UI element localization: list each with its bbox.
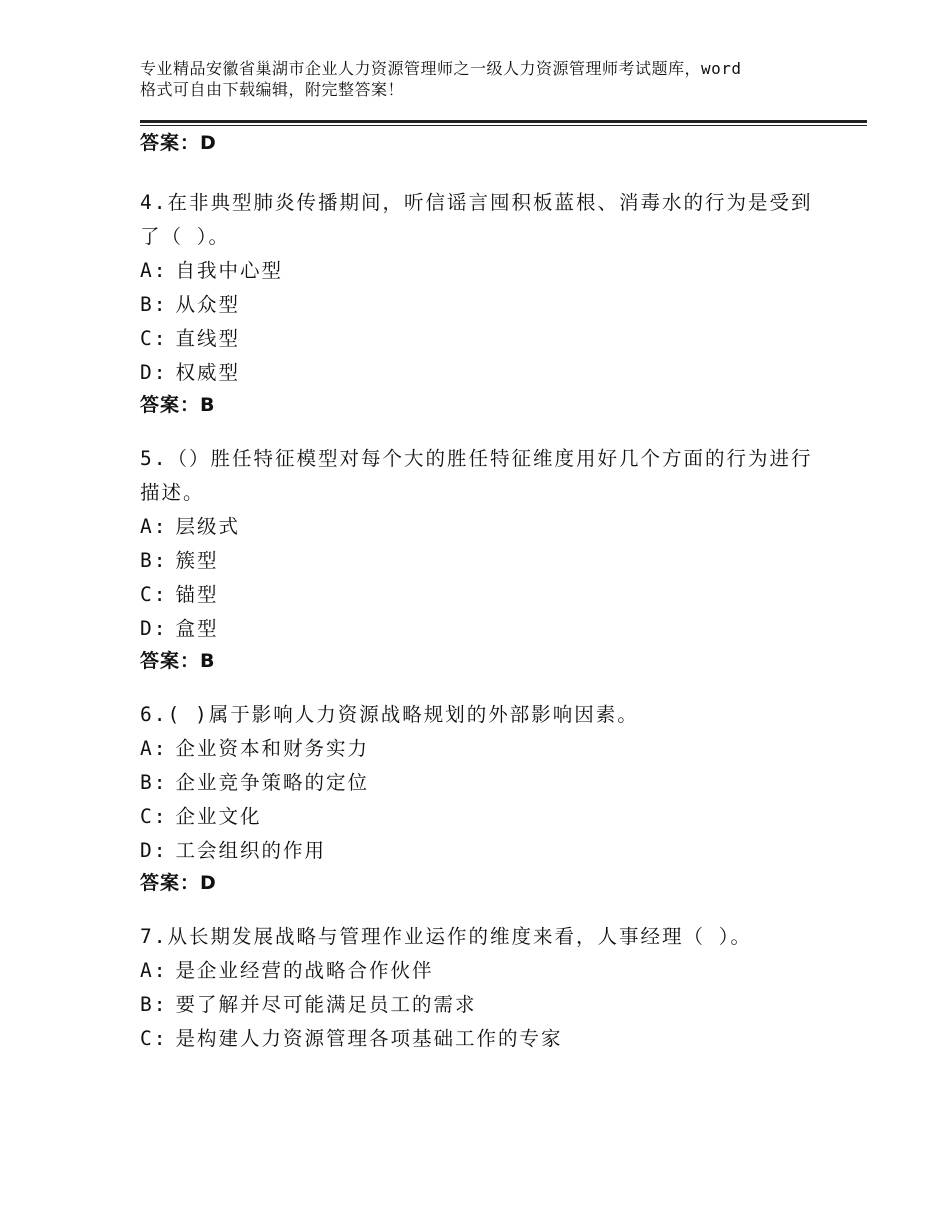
page-header — [140, 58, 840, 100]
question-4 — [140, 186, 820, 420]
option-a: A: 是企业经营的战略合作伙伴 — [140, 959, 434, 982]
option-d: D: 工会组织的作用 — [140, 839, 326, 862]
question-7 — [140, 920, 820, 1056]
question-list — [140, 128, 820, 1056]
option-d: D: 盒型 — [140, 617, 219, 640]
header-rule-thick — [140, 120, 867, 123]
header-line-1: 专业精品安徽省巢湖市企业人力资源管理师之一级人力资源管理师考试题库，word — [140, 59, 742, 78]
option-c: C: 锚型 — [140, 583, 219, 606]
option-b: B: 从众型 — [140, 293, 240, 316]
option-a: A: 自我中心型 — [140, 259, 283, 282]
option-a: A: 层级式 — [140, 515, 240, 538]
question-6 — [140, 698, 820, 898]
option-c: C: 直线型 — [140, 327, 240, 350]
option-b: B: 簇型 — [140, 549, 219, 572]
question-stem: 6.( )属于影响人力资源战略规划的外部影响因素。 — [140, 703, 639, 726]
option-c: C: 企业文化 — [140, 805, 262, 828]
option-b: B: 企业竞争策略的定位 — [140, 771, 369, 794]
answer-label: 答案：B — [140, 394, 216, 416]
question-stem: 7.从长期发展战略与管理作业运作的维度来看，人事经理（ ）。 — [140, 925, 752, 948]
answer-label: 答案：D — [140, 872, 217, 894]
option-b: B: 要了解并尽可能满足员工的需求 — [140, 993, 477, 1016]
question-stem: 4.在非典型肺炎传播期间，听信谣言囤积板蓝根、消毒水的行为是受到了（ ）。 — [140, 191, 813, 248]
question-5 — [140, 442, 820, 676]
header-line-2: 格式可自由下载编辑，附完整答案！ — [140, 80, 405, 99]
option-c: C: 是构建人力资源管理各项基础工作的专家 — [140, 1027, 563, 1050]
option-a: A: 企业资本和财务实力 — [140, 737, 369, 760]
option-d: D: 权威型 — [140, 361, 240, 384]
header-rule-thin — [140, 125, 867, 126]
question-stem: 5.（）胜任特征模型对每个大的胜任特征维度用好几个方面的行为进行描述。 — [140, 447, 813, 504]
previous-answer: 答案：D — [140, 132, 217, 154]
answer-label: 答案：B — [140, 650, 216, 672]
